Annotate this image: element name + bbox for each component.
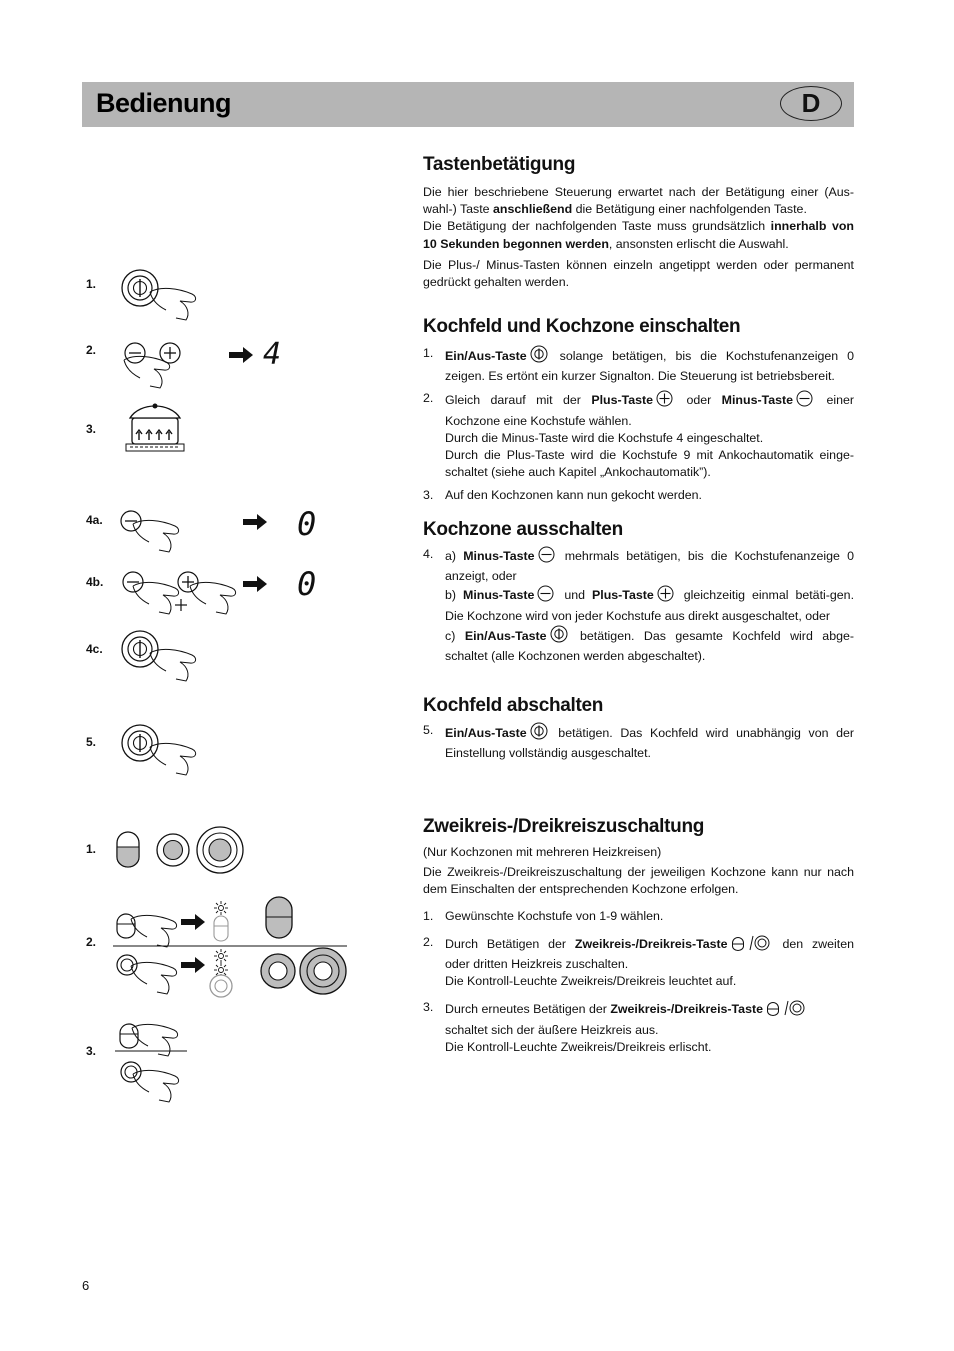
- display-digit: 4: [263, 337, 282, 372]
- subtitle-note: (Nur Kochzonen mit mehreren Heizkreisen): [423, 845, 662, 859]
- page-title: Bedienung: [96, 88, 231, 118]
- section-heading: Kochzone ausschalten: [423, 519, 623, 540]
- minus-press-figure: [121, 511, 267, 552]
- zone-circuit-activation-figure: [113, 897, 347, 997]
- section-heading: Kochfeld und Kochzone einschalten: [423, 316, 741, 337]
- minus-plus-press-figure: [124, 343, 253, 388]
- figure-step-label: 3.: [86, 1044, 97, 1058]
- list-item: 4. a) Minus-Taste mehrmals betätigen, bis die Kochstufenanzeige 0 anzeigt, oder b) Minus-Taste und Plus-Taste gleichzeitig einmal betäti-gen. Die Kochzone wird von jeder Kochstufe aus direkt ausgeschaltet, oder c) Ein/Aus-Taste betätigen. Das gesamte Kochfeld wird abge-schaltet (alle Kochzonen werden abgeschaltet).: [423, 547, 855, 664]
- list-item: 1. Ein/Aus-Taste solange betätigen, bis die Kochstufenanzeigen 0 zeigen. Es ertönt ein kurzer Signalton. Die Steuerung ist betriebsbereit.: [423, 346, 854, 384]
- display-digit: 0: [297, 505, 317, 543]
- section-heading: Zweikreis-/Dreikreiszuschaltung: [423, 816, 705, 837]
- figure-step-label: 2.: [86, 935, 97, 949]
- figure-step-label: 4a.: [86, 513, 103, 527]
- display-digit: 0: [297, 565, 317, 603]
- zone-circuit-deactivation-figure: [115, 1024, 187, 1102]
- list-item: 1. Gewünschte Kochstufe von 1-9 wählen.: [423, 908, 664, 923]
- section-heading: Kochfeld abschalten: [423, 695, 604, 716]
- minus-and-plus-press-figure: [123, 572, 267, 614]
- section-heading: Tastenbetätigung: [423, 154, 576, 175]
- paragraph: Die Betätigung der nachfolgenden Taste muss grundsätzlich innerhalb von 10 Sekunden begonnen werden, ansonsten erlischt die Auswahl.: [423, 219, 854, 251]
- paragraph: Die Plus-/ Minus-Tasten können einzeln angetippt werden oder permanent gedrückt gehalten werden.: [423, 257, 854, 290]
- list-item: 2. Durch Betätigen der Zweikreis-/Dreikreis-Taste den zweiten oder dritten Heizkreis zuschalten. Die Kontroll-Leuchte Zweikreis/Dreikreis leuchtet auf.: [423, 934, 854, 989]
- paragraph: Die hier beschriebene Steuerung erwartet nach der Betätigung einer (Aus-wahl-) Taste anschließend die Betätigung einer nachfolgenden Taste.: [423, 185, 854, 217]
- list-item: 3. Auf den Kochzonen kann nun gekocht werden.: [423, 488, 702, 503]
- power-key-press-figure: [122, 725, 196, 775]
- power-key-press-figure: [122, 631, 196, 681]
- power-key-press-figure: [122, 270, 196, 320]
- cooking-pot-icon: [126, 404, 184, 452]
- paragraph: Die Zweikreis-/Dreikreiszuschaltung der jeweiligen Kochzone kann nur nach dem Einschalten der entsprechenden Kochzone erfolgen.: [423, 865, 854, 897]
- figure-step-label: 5.: [86, 735, 97, 749]
- figure-step-label: 1.: [86, 277, 97, 291]
- figure-step-label: 1.: [86, 842, 97, 856]
- zone-variants-figure: [117, 827, 243, 873]
- list-item: 3. Durch erneutes Betätigen der Zweikreis-/Dreikreis-Taste schaltet sich der äußere Heizkreis aus. Die Kontroll-Leuchte Zweikreis/Dreikreis erlischt.: [423, 999, 854, 1056]
- page-number: 6: [82, 1278, 90, 1293]
- list-item: 2. Gleich darauf mit der Plus-Taste oder Minus-Taste einer Kochzone eine Kochstufe wählen. Durch die Minus-Taste wird die Kochstufe 4 eingeschaltet. Durch die Plus-Taste wird die Kochstufe 9 mit Ankochautomatik einge-schaltet (siehe auch Kapitel „Ankochautomatik”).: [423, 391, 855, 480]
- figure-step-label: 2.: [86, 343, 97, 357]
- figure-step-label: 3.: [86, 422, 97, 436]
- language-badge: D: [780, 86, 842, 121]
- figure-step-label: 4c.: [86, 642, 103, 656]
- list-item: 5. Ein/Aus-Taste betätigen. Das Kochfeld wird unabhängig von der Einstellung vollständig ausgeschaltet.: [423, 723, 854, 761]
- figure-step-label: 4b.: [86, 575, 104, 589]
